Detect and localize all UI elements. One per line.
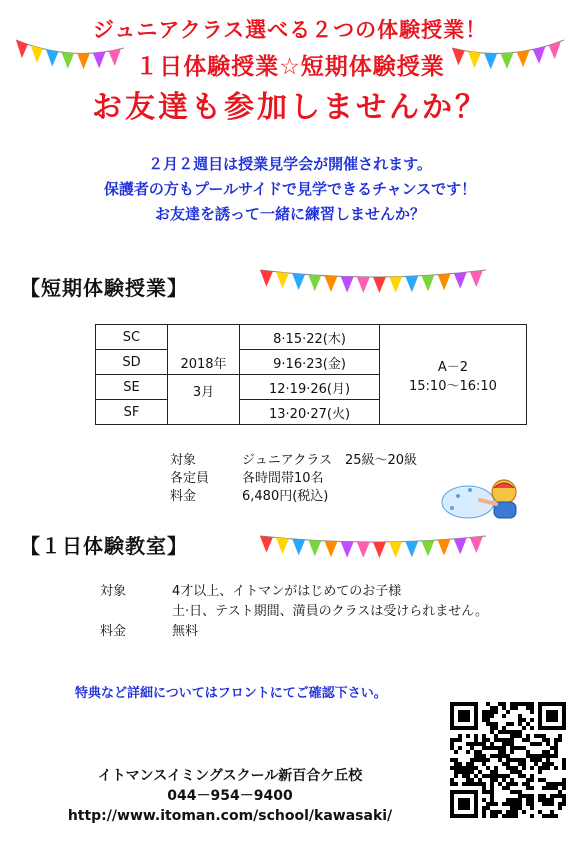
fee-label: 料金 [100, 624, 127, 639]
bunting-flag [308, 275, 321, 291]
bunting-flag [260, 536, 273, 553]
date-cell: 13·20·27(火) [240, 400, 380, 425]
bunting-flag [454, 538, 467, 555]
bunting-flag [46, 49, 58, 66]
bunting-flag [470, 270, 483, 287]
bunting-flag [422, 540, 435, 556]
bunting-flag [276, 538, 289, 555]
bunting-flag [77, 53, 90, 69]
bunting-flag [292, 539, 305, 555]
bunting-flag [357, 277, 370, 293]
bunting-flag [341, 542, 354, 558]
bunting-flag [109, 49, 121, 66]
class-cell: SD [96, 350, 168, 375]
swimmer-illustration [440, 470, 530, 528]
fee-label: 料金 [170, 489, 197, 504]
target-label: 対象 [100, 584, 127, 599]
bunting-flag [452, 48, 465, 65]
school-phone: 044－954－9400 [167, 788, 293, 804]
headline-1: ジュニアクラス選べる２つの体験授業！ [92, 18, 488, 42]
short-term-heading: 【短期体験授業】 [20, 276, 188, 300]
bunting-right-top [450, 36, 566, 80]
month-cell: 3月 [167, 375, 239, 425]
bunting-flag [549, 41, 561, 59]
footer-notice: 特典など詳細についてはフロントにてご確認下さい。 [75, 686, 387, 701]
capacity-value: 各時間帯10名 [242, 471, 324, 486]
intro-line: お友達を誘って一緒に練習しませんか？ [154, 205, 425, 223]
bunting-flag [341, 276, 354, 292]
class-cell: SE [96, 375, 168, 400]
school-url[interactable]: http://www.itoman.com/school/kawasaki/ [67, 808, 393, 824]
bunting-flag [389, 277, 402, 293]
bunting-flag [484, 53, 497, 69]
fee-value: 無料 [172, 624, 199, 639]
bunting-short-term [258, 262, 488, 302]
date-cell: 8·15·22(木) [240, 325, 380, 350]
year-cell: 2018年 [167, 325, 239, 375]
bunting-flag [93, 52, 106, 69]
course-time-cell [379, 325, 526, 425]
target-line-2: 土·日、テスト期間、満員のクラスは受けられません。 [172, 604, 489, 619]
bunting-flag [389, 542, 402, 558]
intro-line: ２月２週目は授業見学会が開催されます。 [148, 155, 432, 173]
course-label: A－2 [437, 359, 469, 375]
bunting-one-day [258, 528, 488, 566]
fee-value: 6,480円(税込) [242, 489, 329, 504]
class-cell: SC [96, 325, 168, 350]
bunting-flag [324, 276, 337, 292]
bunting-flag [454, 272, 467, 289]
target-label: 対象 [170, 453, 197, 468]
bunting-flag [468, 51, 481, 68]
date-cell: 9·16·23(金) [240, 350, 380, 375]
bunting-flag [308, 540, 321, 556]
bunting-flag [470, 536, 483, 553]
bunting-left-top [14, 36, 126, 80]
headline-2: １日体験授業☆短期体験授業 [135, 54, 445, 80]
bunting-flag [357, 542, 370, 558]
bunting-flag [405, 541, 418, 557]
short-term-info [170, 452, 417, 506]
bunting-flag [324, 541, 337, 557]
bunting-flag [16, 40, 28, 58]
bunting-flag [373, 277, 386, 293]
date-cell: 12·19·26(月) [240, 375, 380, 400]
bunting-flag [292, 273, 305, 290]
bunting-flag [500, 53, 513, 69]
bunting-flag [422, 275, 435, 291]
bunting-flag [62, 52, 75, 69]
bunting-flag [373, 542, 386, 558]
bunting-flag [405, 276, 418, 292]
school-name: イトマンスイミングスクール新百合ケ丘校 [97, 768, 363, 784]
qr-code[interactable] [450, 702, 566, 818]
class-cell: SF [96, 400, 168, 425]
target-value: ジュニアクラス 25級〜20級 [242, 453, 418, 468]
bunting-flag [438, 274, 451, 291]
schedule-table [95, 324, 527, 425]
one-day-info [100, 582, 488, 642]
bunting-flag [438, 539, 451, 555]
bunting-flag [260, 270, 273, 287]
bunting-flag [276, 272, 289, 289]
headline-3: お友達も参加しませんか？ [92, 90, 488, 125]
school-info [30, 766, 430, 826]
capacity-label: 各定員 [170, 471, 210, 486]
one-day-heading: 【１日体験教室】 [20, 534, 188, 558]
target-line-1: 4才以上、イトマンがはじめてのお子様 [172, 584, 402, 599]
bunting-flag [517, 50, 530, 67]
intro-line: 保護者の方もプールサイドで見学できるチャンスです！ [103, 180, 477, 198]
time-label: 15:10〜16:10 [409, 378, 497, 394]
intro-text [0, 152, 580, 227]
